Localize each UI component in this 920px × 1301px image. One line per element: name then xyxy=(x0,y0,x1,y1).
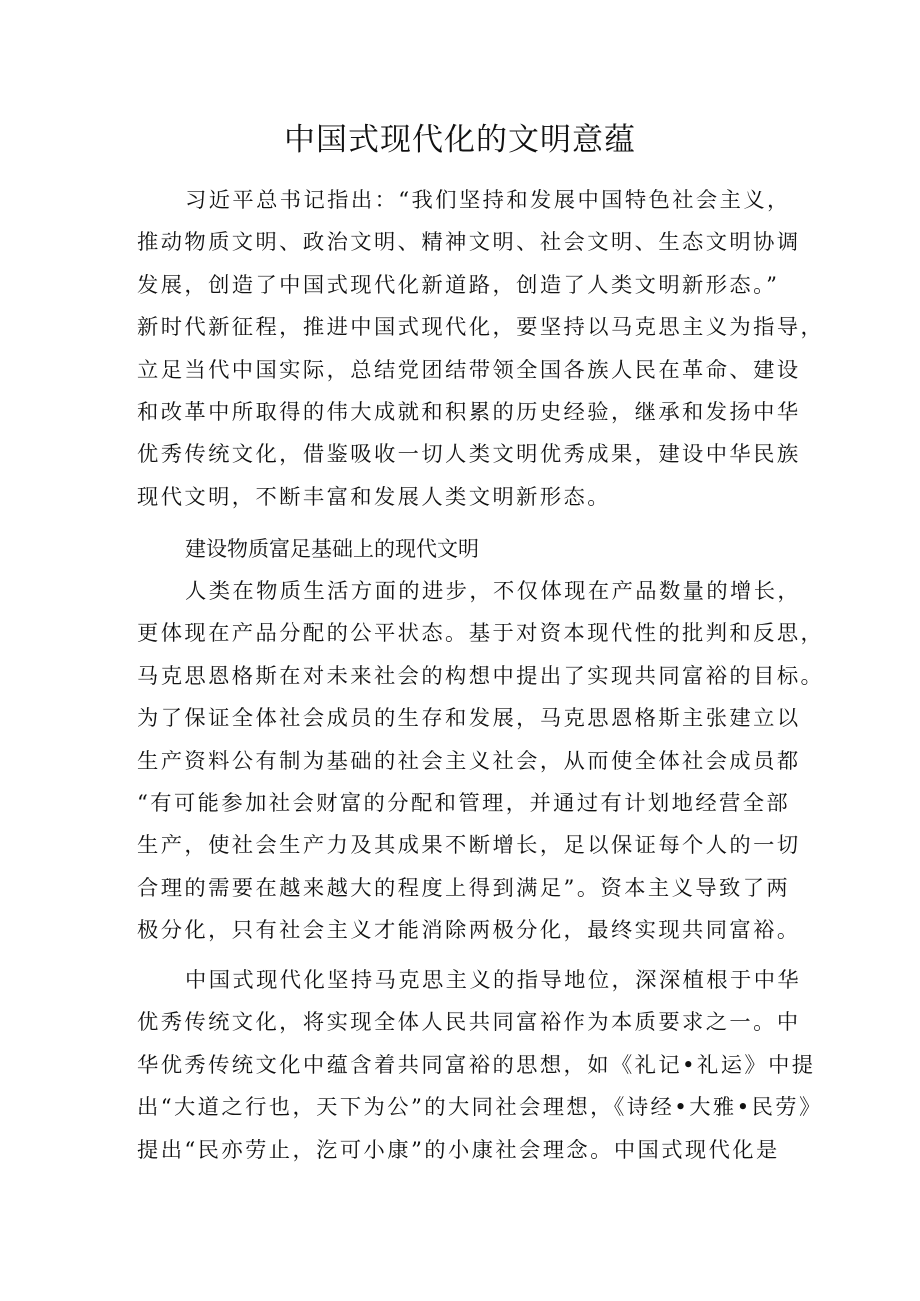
text-line: 为了保证全体社会成员的生存和发展，马克思恩格斯主张建立以 xyxy=(137,706,801,732)
text-line: 新时代新征程，推进中国式现代化，要坚持以马克思主义为指导， xyxy=(137,315,825,341)
text-line: 习近平总书记指出：“我们坚持和发展中国特色社会主义， xyxy=(185,188,791,213)
text-line: 人类在物质生活方面的进步，不仅体现在产品数量的增长， xyxy=(185,579,802,604)
text-line: 出“大道之行也，天下为公”的大同社会理想，《诗经•大雅•民劳》 xyxy=(137,1095,823,1121)
text-line: 提出“民亦劳止，汔可小康”的小康社会理念。中国式现代化是 xyxy=(137,1137,780,1163)
text-line: 生产资料公有制为基础的社会主义社会，从而使全体社会成员都 xyxy=(137,748,801,774)
section-heading: 建设物质富足基础上的现代文明 xyxy=(185,537,479,561)
paragraph-intro xyxy=(137,180,825,519)
paragraph-chinese-modernization xyxy=(137,960,823,1172)
text-line: 更体现在产品分配的公平状态。基于对资本现代性的批判和反思， xyxy=(137,621,825,647)
text-line: 生产，使社会生产力及其成果不断增长，足以保证每个人的一切 xyxy=(137,833,801,859)
text-line: 立足当代中国实际，总结党团结带领全国各族人民在革命、建设 xyxy=(137,357,801,383)
text-line: 优秀传统文化，将实现全体人民共同富裕作为本质要求之一。中 xyxy=(137,1010,801,1036)
text-line: 推动物质文明、政治文明、精神文明、社会文明、生态文明协调 xyxy=(137,230,801,256)
text-line: 优秀传统文化，借鉴吸收一切人类文明优秀成果，建设中华民族 xyxy=(137,442,801,468)
text-line: “有可能参加社会财富的分配和管理，并通过有计划地经营全部 xyxy=(137,790,791,816)
text-line: 合理的需要在越来越大的程度上得到满足”。资本主义导致了两 xyxy=(137,875,791,901)
text-line: 和改革中所取得的伟大成就和积累的历史经验，继承和发扬中华 xyxy=(137,399,801,425)
text-line: 极分化，只有社会主义才能消除两极分化，最终实现共同富裕。 xyxy=(137,918,801,944)
document-title: 中国式现代化的文明意蕴 xyxy=(284,122,636,158)
text-line: 马克思恩格斯在对未来社会的构想中提出了实现共同富裕的目标。 xyxy=(137,663,825,689)
paragraph-material-progress xyxy=(137,571,825,953)
text-line: 现代文明，不断丰富和发展人类文明新形态。 xyxy=(137,484,611,510)
text-line: 中国式现代化坚持马克思主义的指导地位，深深植根于中华 xyxy=(185,968,802,993)
text-line: 发展，创造了中国式现代化新道路，创造了人类文明新形态。” xyxy=(137,272,780,298)
text-line: 华优秀传统文化中蕴含着共同富裕的思想，如《礼记•礼运》中提 xyxy=(137,1052,816,1078)
